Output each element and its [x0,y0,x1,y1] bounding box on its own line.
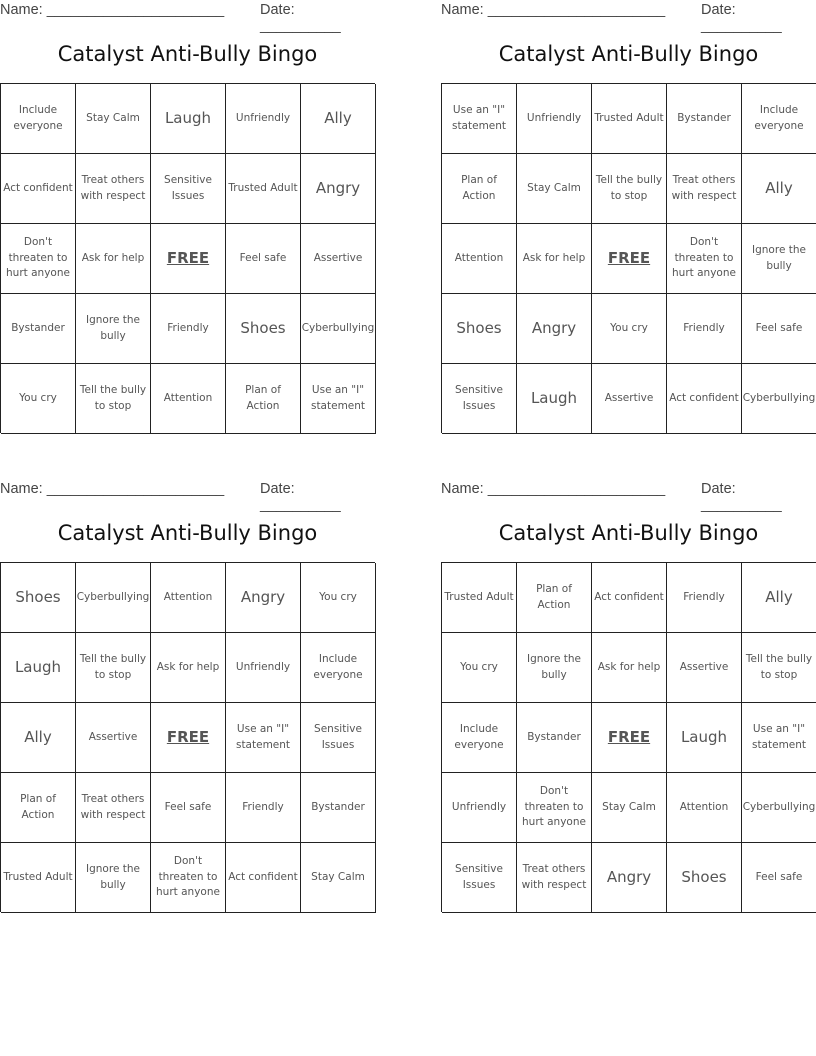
bingo-cell: Trusted Adult [226,154,301,224]
bingo-cell: Act confident [592,563,667,633]
bingo-cell: Ask for help [76,224,151,294]
bingo-cell: Sensitive Issues [151,154,226,224]
bingo-cell: Feel safe [742,843,816,913]
card-title: Catalyst Anti-Bully Bingo [57,42,318,66]
bingo-cell: Bystander [1,294,76,364]
bingo-cell: Include everyone [1,84,76,154]
bingo-grid [0,562,375,912]
bingo-cell: Don't threaten to hurt anyone [667,224,742,294]
bingo-cell: Include everyone [301,633,376,703]
bingo-cell: Include everyone [742,84,816,154]
bingo-cell: Use an "I" statement [301,364,376,434]
bingo-cell: Cyberbullying [76,563,151,633]
card-header [0,0,375,34]
bingo-cell: Don't threaten to hurt anyone [1,224,76,294]
bingo-cell: Treat others with respect [76,773,151,843]
name-field-label: Name: ______________________ [0,2,225,18]
card-header [0,479,375,513]
bingo-cell: Plan of Action [226,364,301,434]
name-field-label: Name: ______________________ [0,481,225,497]
bingo-grid [441,83,816,433]
name-field-label: Name: ______________________ [441,2,666,18]
bingo-card [441,479,816,909]
date-field-label: Date: __________ [701,481,782,513]
bingo-cell: Trusted Adult [442,563,517,633]
bingo-cell: You cry [442,633,517,703]
bingo-cell: Use an "I" statement [226,703,301,773]
bingo-cell: Plan of Action [442,154,517,224]
free-space-cell: FREE [592,224,667,294]
bingo-grid [0,83,375,433]
bingo-cell: Shoes [442,294,517,364]
card-header [441,479,816,513]
bingo-cell: You cry [301,563,376,633]
bingo-cell: Tell the bully to stop [592,154,667,224]
bingo-cell: Plan of Action [517,563,592,633]
free-space-cell: FREE [151,703,226,773]
bingo-cell: Ignore the bully [76,843,151,913]
name-field-label: Name: ______________________ [441,481,666,497]
card-title: Catalyst Anti-Bully Bingo [498,42,759,66]
card-title: Catalyst Anti-Bully Bingo [498,521,759,545]
bingo-cell: Sensitive Issues [442,843,517,913]
bingo-grid [441,562,816,912]
bingo-cell: Unfriendly [226,84,301,154]
date-field-label: Date: __________ [260,2,341,34]
bingo-cell: Act confident [667,364,742,434]
bingo-cell: Ally [742,563,816,633]
bingo-cell: Stay Calm [76,84,151,154]
bingo-cell: Ignore the bully [742,224,816,294]
bingo-cell: Don't threaten to hurt anyone [151,843,226,913]
card-header [441,0,816,34]
bingo-cell: Laugh [667,703,742,773]
bingo-cell: Assertive [76,703,151,773]
bingo-cell: Ask for help [517,224,592,294]
bingo-cell: Bystander [301,773,376,843]
bingo-cell: Unfriendly [442,773,517,843]
bingo-cell: Tell the bully to stop [76,633,151,703]
bingo-card [0,479,375,909]
bingo-cell: Treat others with respect [76,154,151,224]
bingo-cell: Stay Calm [301,843,376,913]
card-title: Catalyst Anti-Bully Bingo [57,521,318,545]
bingo-cell: Laugh [151,84,226,154]
date-field-label: Date: __________ [260,481,341,513]
bingo-cell: Assertive [301,224,376,294]
bingo-cell: Shoes [226,294,301,364]
bingo-cell: Bystander [517,703,592,773]
bingo-cell: Feel safe [226,224,301,294]
bingo-cell: Include everyone [442,703,517,773]
bingo-cell: Act confident [1,154,76,224]
bingo-cell: Friendly [151,294,226,364]
bingo-cell: Laugh [517,364,592,434]
bingo-cell: Laugh [1,633,76,703]
bingo-cell: Sensitive Issues [442,364,517,434]
bingo-cell: Tell the bully to stop [742,633,816,703]
bingo-cell: Trusted Adult [1,843,76,913]
bingo-cell: Friendly [667,294,742,364]
bingo-cell: You cry [1,364,76,434]
bingo-cell: Stay Calm [592,773,667,843]
bingo-cell: Unfriendly [517,84,592,154]
bingo-cell: Cyberbullying [301,294,376,364]
bingo-cell: You cry [592,294,667,364]
bingo-cell: Don't threaten to hurt anyone [517,773,592,843]
bingo-cell: Attention [151,563,226,633]
bingo-cell: Treat others with respect [517,843,592,913]
bingo-cell: Angry [226,563,301,633]
bingo-cell: Friendly [226,773,301,843]
bingo-cell: Attention [151,364,226,434]
bingo-cell: Ignore the bully [76,294,151,364]
bingo-card [441,0,816,430]
bingo-cell: Cyberbullying [742,773,816,843]
free-space-cell: FREE [592,703,667,773]
bingo-cell: Stay Calm [517,154,592,224]
bingo-cell: Assertive [667,633,742,703]
bingo-cell: Ask for help [592,633,667,703]
bingo-cell: Cyberbullying [742,364,816,434]
bingo-cell: Shoes [667,843,742,913]
bingo-cell: Angry [517,294,592,364]
bingo-cell: Plan of Action [1,773,76,843]
bingo-cell: Sensitive Issues [301,703,376,773]
bingo-cell: Attention [442,224,517,294]
free-space-cell: FREE [151,224,226,294]
bingo-cell: Friendly [667,563,742,633]
bingo-cell: Feel safe [151,773,226,843]
bingo-cell: Feel safe [742,294,816,364]
bingo-cell: Trusted Adult [592,84,667,154]
bingo-cell: Use an "I" statement [742,703,816,773]
bingo-cell: Use an "I" statement [442,84,517,154]
bingo-cell: Angry [301,154,376,224]
bingo-cell: Ally [301,84,376,154]
bingo-cell: Angry [592,843,667,913]
bingo-cell: Attention [667,773,742,843]
bingo-cell: Shoes [1,563,76,633]
bingo-cell: Ally [1,703,76,773]
bingo-card [0,0,375,430]
date-field-label: Date: __________ [701,2,782,34]
bingo-cell: Treat others with respect [667,154,742,224]
bingo-cell: Ask for help [151,633,226,703]
bingo-cell: Assertive [592,364,667,434]
bingo-cell: Unfriendly [226,633,301,703]
bingo-cell: Bystander [667,84,742,154]
bingo-cell: Ignore the bully [517,633,592,703]
bingo-cell: Act confident [226,843,301,913]
bingo-cell: Tell the bully to stop [76,364,151,434]
bingo-cell: Ally [742,154,816,224]
